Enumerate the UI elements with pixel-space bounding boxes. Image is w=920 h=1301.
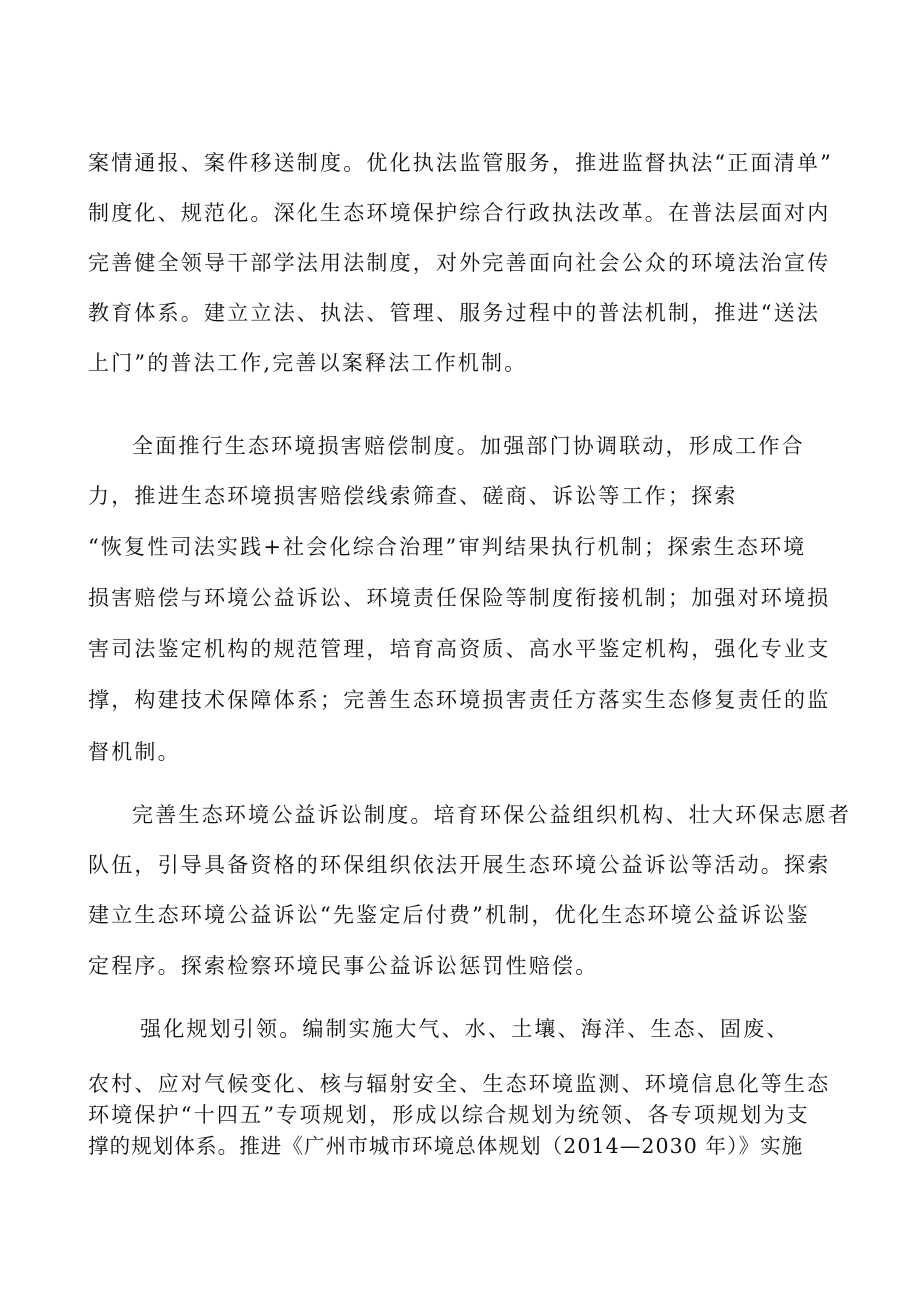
text-line: 督机制。	[88, 740, 181, 764]
paragraph-first-line: 强化规划引领。编制实施大气、水、土壤、海洋、生态、固废、	[140, 1017, 790, 1041]
paragraph-first-line: 完善生态环境公益诉讼制度。培育环保公益组织机构、壮大环保志愿者	[132, 803, 852, 827]
text-line: 教育体系。建立立法、执法、管理、服务过程中的普法机制，推进“送法	[88, 301, 821, 325]
text-line: 上门”的普法工作,完善以案释法工作机制。	[88, 351, 528, 375]
text-line: 完善健全领导干部学法用法制度，对外完善面向社会公众的环境法治宣传	[88, 251, 831, 275]
text-line: “恢复性司法实践+社会化综合治理”审判结果执行机制；探索生态环境	[88, 535, 807, 559]
text-line: 损害赔偿与环境公益诉讼、环境责任保险等制度衔接机制；加强对环境损	[88, 586, 831, 610]
text-line: 定程序。探索检察环境民事公益诉讼惩罚性赔偿。	[88, 954, 599, 978]
text-line: 建立生态环境公益诉讼“先鉴定后付费”机制，优化生态环境公益诉讼鉴	[88, 903, 810, 927]
text-line: 制度化、规范化。深化生态环境保护综合行政执法改革。在普法层面对内	[88, 201, 831, 225]
text-line: 案情通报、案件移送制度。优化执法监管服务，推进监督执法“正面清单”	[88, 151, 834, 175]
text-line: 撑的规划体系。推进《广州市城市环境总体规划（2014—2030 年）》实施	[88, 1134, 804, 1158]
text-line: 农村、应对气候变化、核与辐射安全、生态环境监测、环境信息化等生态	[88, 1072, 831, 1096]
text-line: 力，推进生态环境损害赔偿线索筛查、磋商、诉讼等工作；探索	[88, 484, 738, 508]
text-line: 害司法鉴定机构的规范管理，培育高资质、高水平鉴定机构，强化专业支	[88, 637, 831, 661]
text-line: 队伍，引导具备资格的环保组织依法开展生态环境公益诉讼等活动。探索	[88, 853, 831, 877]
paragraph-first-line: 全面推行生态环境损害赔偿制度。加强部门协调联动，形成工作合	[132, 434, 805, 458]
text-line: 撑，构建技术保障体系；完善生态环境损害责任方落实生态修复责任的监	[88, 688, 831, 712]
text-line: 环境保护“十四五”专项规划，形成以综合规划为统领、各专项规划为支	[88, 1103, 810, 1127]
